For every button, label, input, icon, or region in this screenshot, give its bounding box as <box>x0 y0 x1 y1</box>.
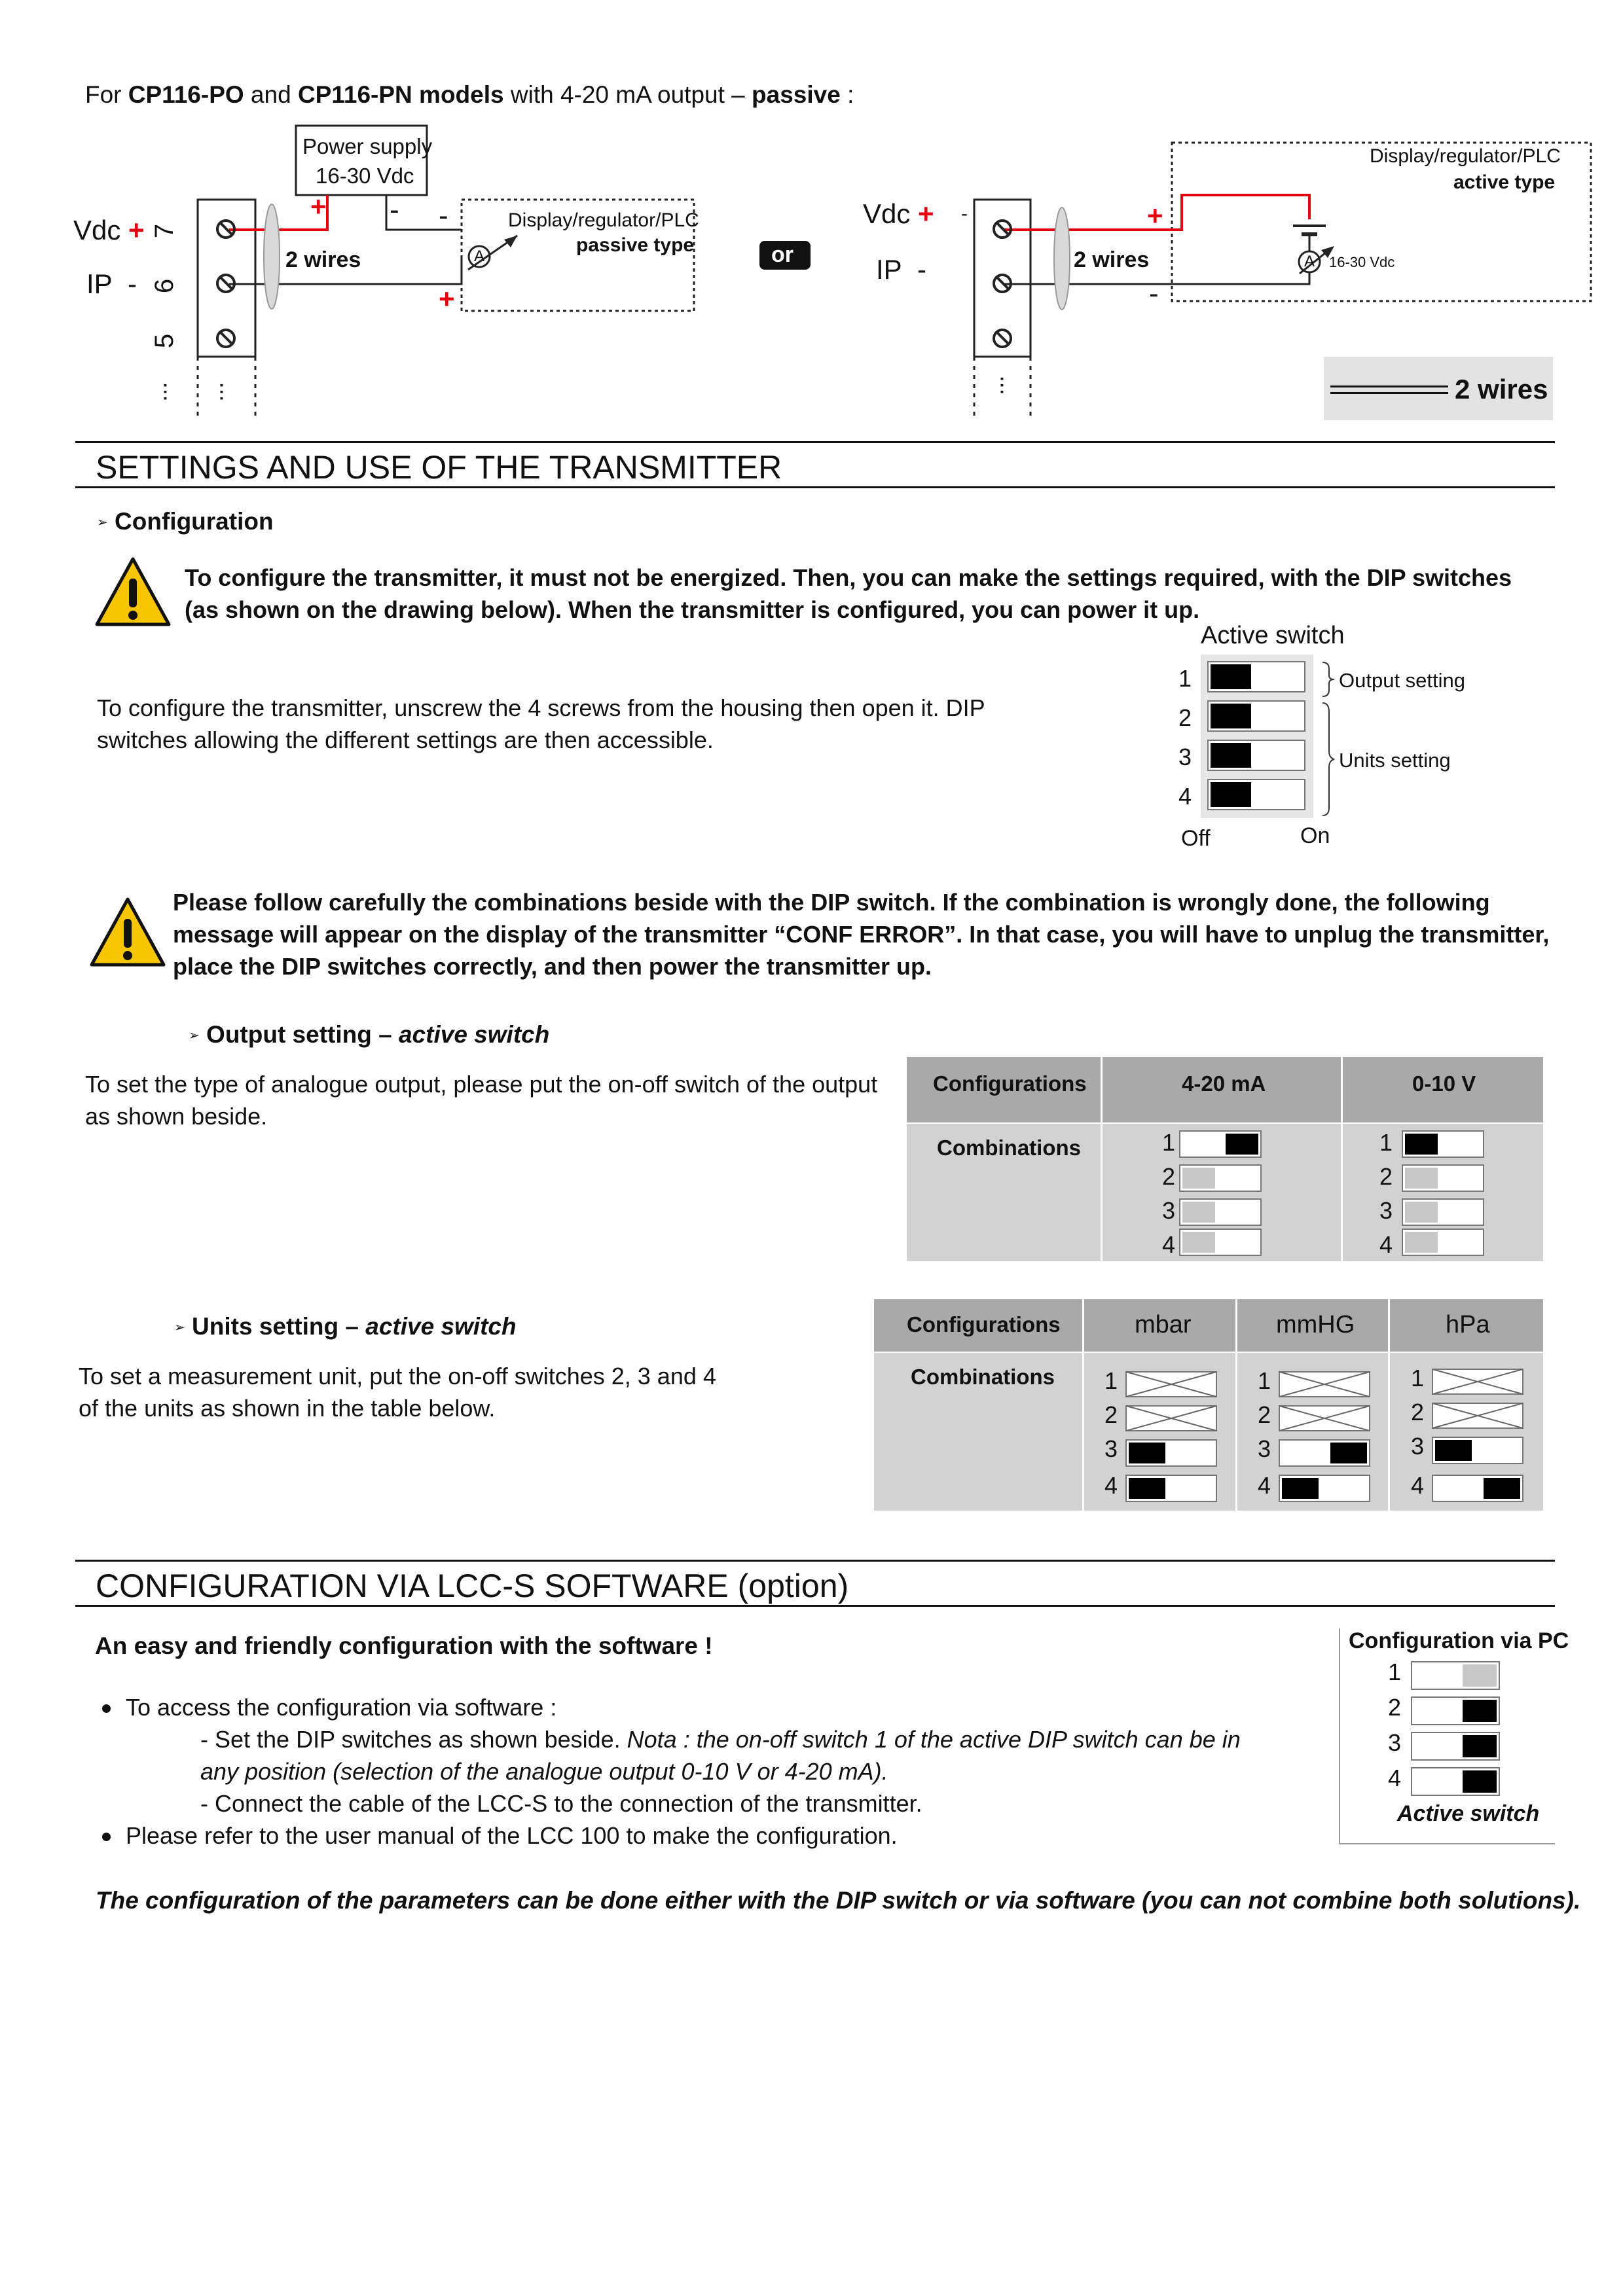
software-rule-top <box>75 1560 1555 1562</box>
dip-off-label: Off <box>1181 826 1211 851</box>
mbar-switch-2 <box>1125 1405 1217 1431</box>
pc-switch-1 <box>1411 1661 1500 1690</box>
hpa-num-3: 3 <box>1411 1433 1425 1460</box>
pc-switch-3 <box>1411 1732 1500 1761</box>
ammeter-label-right: A <box>1304 253 1315 270</box>
bullet-dot-1 <box>102 1704 111 1713</box>
active-terminal-dots: ... <box>995 375 1023 395</box>
warning-text-1: To configure the transmitter, it must not be energized. Then, you can make the settings required, with the DIP switches (as shown on the drawing below). When the transmitter is configured, you can power it up. <box>185 564 1512 623</box>
output-420-switch-4 <box>1179 1229 1262 1256</box>
dip-switch-3 <box>1207 740 1305 771</box>
output-row-combinations: Combinations <box>937 1136 1081 1160</box>
passive-wiring-diagram <box>0 0 786 445</box>
units-col-mmhg: mmHG <box>1276 1311 1355 1338</box>
output-010-num-3: 3 <box>1379 1197 1393 1224</box>
mbar-num-3: 3 <box>1104 1435 1118 1462</box>
software-subtitle: An easy and friendly configuration with the software ! <box>95 1632 713 1659</box>
hpa-switch-2 <box>1432 1403 1523 1429</box>
terminal-number-5: 5 <box>150 333 179 349</box>
dip-switch-4 <box>1207 779 1305 810</box>
or-badge <box>759 241 811 270</box>
pc-caption: Active switch <box>1397 1801 1540 1826</box>
active-display-label-1: Display/regulator/PLC <box>1370 145 1561 167</box>
dip-title: Active switch <box>1201 622 1345 649</box>
pc-switch-4 <box>1411 1767 1500 1796</box>
dip-number-1: 1 <box>1178 665 1192 692</box>
settings-rule-bottom <box>75 486 1555 488</box>
display-minus: - <box>439 200 448 232</box>
two-wires-label-right: 2 wires <box>1074 247 1150 272</box>
output-setting-label: Output setting <box>1339 669 1466 692</box>
terminal-dots-inner: ... <box>215 382 242 402</box>
units-col-divider-3 <box>1388 1299 1390 1511</box>
pc-switch-2 <box>1411 1696 1500 1725</box>
warning-text-2: Please follow carefully the combinations beside with the DIP switch. If the combination is wrongly done, the following message will appear on the display of the transmitter “CONF ERROR”. In that case, you will have to unplug the transmitter, place the DIP switches correctly, and then power the transmitter up. <box>173 889 1550 980</box>
units-heading: ➢ Units setting – active switch <box>174 1313 517 1340</box>
terminal-6-screw <box>216 274 236 293</box>
mmhg-switch-4 <box>1279 1475 1370 1502</box>
psu-plus: + <box>310 191 327 222</box>
active-plus: + <box>1147 200 1163 231</box>
psu-label-1: Power supply <box>302 134 433 158</box>
dip-switch-1 <box>1207 661 1305 692</box>
output-col-010: 0-10 V <box>1412 1071 1476 1096</box>
dip-switch-2 <box>1207 700 1305 732</box>
wire-legend <box>1324 357 1553 420</box>
pc-config-box-bottom <box>1339 1843 1555 1844</box>
hpa-switch-4 <box>1432 1475 1523 1502</box>
units-col-divider-1 <box>1082 1299 1084 1511</box>
pc-config-title: Configuration via PC <box>1349 1628 1569 1653</box>
software-sub-2: - Connect the cable of the LCC-S to the connection of the transmitter. <box>200 1790 922 1817</box>
passive-display-label-2: passive type <box>576 234 695 256</box>
output-010-num-2: 2 <box>1379 1163 1393 1190</box>
intro-and: and <box>244 81 298 108</box>
arrow-icon: ➢ <box>189 1028 200 1043</box>
mmhg-switch-1 <box>1279 1371 1370 1397</box>
output-010-num-1: 1 <box>1379 1129 1393 1156</box>
units-setting-label: Units setting <box>1339 749 1451 772</box>
intro-prefix: For <box>85 81 128 108</box>
active-minus: - <box>1149 278 1159 310</box>
units-col-mbar: mbar <box>1135 1311 1192 1338</box>
intro-model1: CP116-PO <box>128 81 244 108</box>
arrow-icon: ➢ <box>97 515 108 530</box>
mmhg-num-3: 3 <box>1258 1435 1271 1462</box>
dip-on-label: On <box>1300 823 1330 848</box>
software-bullet-1: To access the configuration via software : <box>126 1694 557 1721</box>
hpa-switch-3 <box>1432 1437 1523 1464</box>
active-vdc-label: Vdc + <box>863 198 934 229</box>
mmhg-num-4: 4 <box>1258 1472 1271 1499</box>
ammeter-label-left: A <box>474 247 485 265</box>
software-sub-1: - Set the DIP switches as shown beside. Nota : the on-off switch 1 of the active DIP switch can be in <box>200 1726 1241 1753</box>
vdc-label: Vdc + <box>73 215 145 245</box>
active-terminal-3-screw <box>993 329 1012 348</box>
warning-icon-2 <box>89 897 166 967</box>
arrow-icon: ➢ <box>174 1320 185 1335</box>
settings-title: SETTINGS AND USE OF THE TRANSMITTER <box>96 449 782 486</box>
psu-minus: - <box>390 194 399 226</box>
pc-config-box-border <box>1339 1628 1340 1844</box>
output-010-switch-4 <box>1402 1229 1484 1256</box>
output-010-switch-1 <box>1402 1130 1484 1158</box>
units-table <box>874 1299 1543 1511</box>
hpa-num-2: 2 <box>1411 1399 1425 1426</box>
pc-num-2: 2 <box>1388 1694 1402 1721</box>
pc-num-1: 1 <box>1388 1659 1402 1685</box>
output-col-config: Configurations <box>933 1071 1087 1096</box>
output-420-switch-2 <box>1179 1164 1262 1192</box>
active-ip-label: IP - <box>876 254 927 285</box>
terminal-number-6: 6 <box>150 278 179 294</box>
output-420-num-3: 3 <box>1162 1197 1176 1224</box>
output-010-num-4: 4 <box>1379 1231 1393 1258</box>
active-display-label-2: active type <box>1453 171 1556 193</box>
legend-line-1 <box>1330 386 1448 387</box>
bullet-dot-2 <box>102 1833 111 1841</box>
active-terminal-1-screw <box>993 219 1012 239</box>
pc-num-4: 4 <box>1388 1765 1402 1791</box>
mmhg-switch-3 <box>1279 1439 1370 1467</box>
config-instructions: To configure the transmitter, unscrew the 4 screws from the housing then open it. DIP switches allowing the different settings are then accessible. <box>97 694 985 753</box>
software-footer: The configuration of the parameters can be done either with the DIP switch or via software (you can not combine both solutions). <box>96 1887 1581 1914</box>
active-terminal-minus: - <box>961 203 968 224</box>
terminal-5-screw <box>216 329 236 348</box>
terminal-number-7: 7 <box>150 223 179 239</box>
dip-number-3: 3 <box>1178 744 1192 770</box>
units-col-hpa: hPa <box>1446 1311 1490 1338</box>
output-420-num-2: 2 <box>1162 1163 1176 1190</box>
legend-line-2 <box>1330 392 1448 394</box>
mbar-num-2: 2 <box>1104 1401 1118 1428</box>
units-row-combinations: Combinations <box>911 1365 1055 1389</box>
settings-rule-top <box>75 441 1555 443</box>
output-010-switch-2 <box>1402 1164 1484 1192</box>
output-col-divider-1 <box>1101 1057 1103 1261</box>
intro-mid: with 4-20 mA output – <box>503 81 752 108</box>
display-plus: + <box>439 283 455 314</box>
hpa-num-1: 1 <box>1411 1365 1425 1391</box>
software-sub-1-cont: any position (selection of the analogue output 0-10 V or 4-20 mA). <box>200 1758 888 1785</box>
software-bullet-2: Please refer to the user manual of the LCC 100 to make the configuration. <box>126 1822 898 1849</box>
mmhg-num-2: 2 <box>1258 1401 1271 1428</box>
mmhg-num-1: 1 <box>1258 1367 1271 1394</box>
software-title: CONFIGURATION VIA LCC-S SOFTWARE (option) <box>96 1568 849 1604</box>
pc-num-3: 3 <box>1388 1729 1402 1756</box>
mmhg-switch-2 <box>1279 1405 1370 1431</box>
terminal-7-screw <box>216 219 236 239</box>
mbar-switch-4 <box>1125 1475 1217 1502</box>
hpa-num-4: 4 <box>1411 1472 1425 1499</box>
dip-number-4: 4 <box>1178 783 1192 810</box>
legend-label: 2 wires <box>1455 374 1548 404</box>
ip-label: IP - <box>86 268 137 299</box>
intro-model2: CP116-PN models <box>297 81 504 108</box>
mbar-switch-3 <box>1125 1439 1217 1467</box>
configuration-heading: ➢ Configuration <box>97 508 274 535</box>
output-text: To set the type of analogue output, please put the on-off switch of the output as shown beside. <box>85 1071 878 1130</box>
warning-icon <box>94 556 172 627</box>
dip-braces <box>1320 660 1340 823</box>
software-rule-bottom <box>75 1605 1555 1607</box>
passive-display-label-1: Display/regulator/PLC <box>508 209 699 231</box>
output-table <box>907 1057 1543 1261</box>
terminal-dots-left: ... <box>158 382 186 402</box>
output-010-switch-3 <box>1402 1198 1484 1226</box>
mbar-num-1: 1 <box>1104 1367 1118 1394</box>
output-col-divider-2 <box>1341 1057 1343 1261</box>
mbar-num-4: 4 <box>1104 1472 1118 1499</box>
output-col-420: 4-20 mA <box>1182 1071 1266 1096</box>
output-420-switch-1 <box>1179 1130 1262 1158</box>
active-terminal-2-screw <box>993 274 1012 293</box>
hpa-switch-1 <box>1432 1369 1523 1395</box>
psu-label-2: 16-30 Vdc <box>316 164 414 188</box>
intro-colon: : <box>840 81 854 108</box>
dip-number-2: 2 <box>1178 704 1192 731</box>
units-col-config: Configurations <box>907 1312 1061 1336</box>
output-heading: ➢ Output setting – active switch <box>189 1021 550 1048</box>
units-col-divider-2 <box>1235 1299 1237 1511</box>
two-wires-label-left: 2 wires <box>285 247 361 272</box>
active-supply-label: 16-30 Vdc <box>1329 254 1395 270</box>
units-text: To set a measurement unit, put the on-off switches 2, 3 and 4 of the units as shown in the table below. <box>79 1363 716 1422</box>
or-label: or <box>771 242 793 267</box>
output-420-switch-3 <box>1179 1198 1262 1226</box>
output-420-num-4: 4 <box>1162 1231 1176 1258</box>
output-420-num-1: 1 <box>1162 1129 1176 1156</box>
mbar-switch-1 <box>1125 1371 1217 1397</box>
intro-passive: passive <box>752 81 841 108</box>
